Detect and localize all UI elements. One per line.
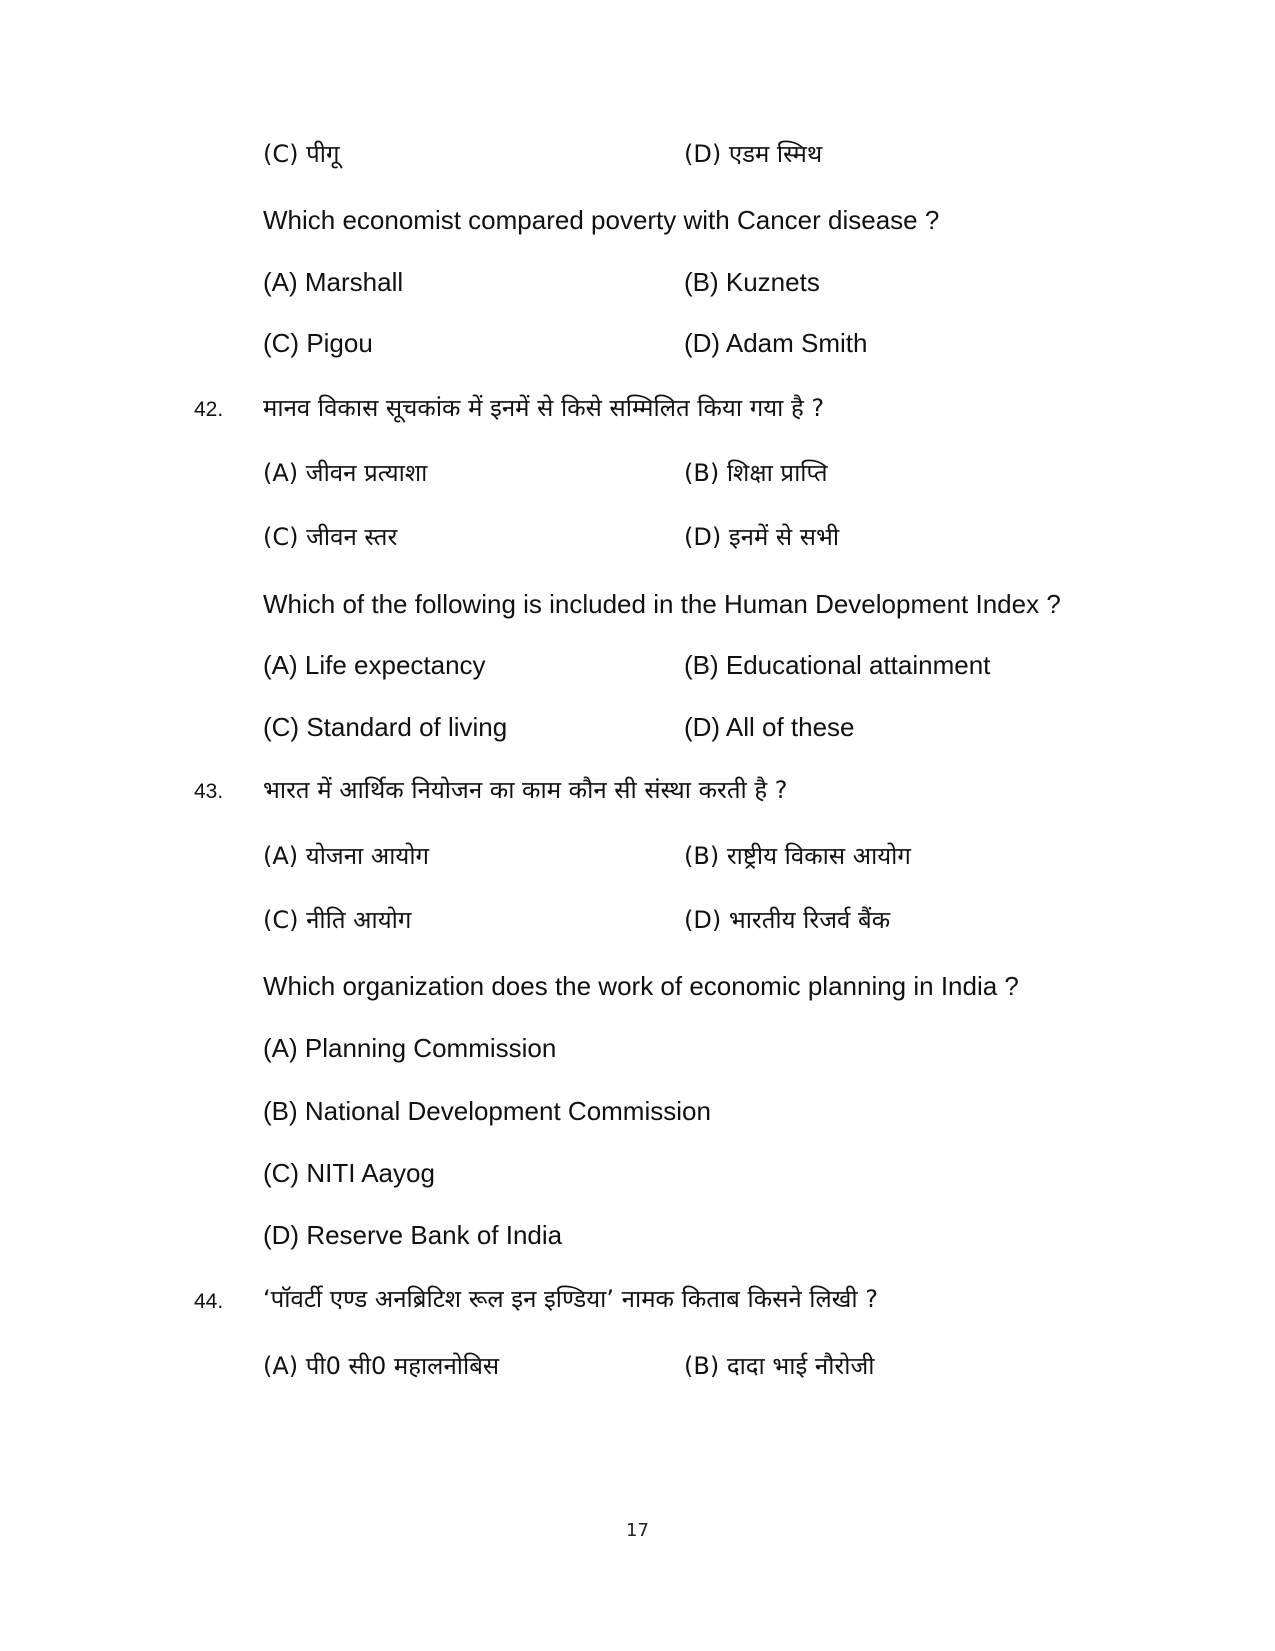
q43-hi-option-a: (A) योजना आयोग [263, 842, 430, 870]
q42-hi-option-b: (B) शिक्षा प्राप्ति [684, 459, 828, 487]
q41-en-question: Which economist compared poverty with Cancer disease ? [263, 205, 940, 235]
q43-en-option-d: (D) Reserve Bank of India [263, 1220, 563, 1250]
q43-hi-option-d: (D) भारतीय रिजर्व बैंक [684, 906, 891, 934]
q41-en-option-b: (B) Kuznets [684, 267, 820, 297]
q43-en-question: Which organization does the work of economic planning in India ? [263, 971, 1019, 1001]
q41-hi-option-d: (D) एडम स्मिथ [684, 140, 823, 168]
q41-en-option-d: (D) Adam Smith [684, 328, 868, 358]
q42-en-option-c: (C) Standard of living [263, 712, 508, 742]
q44-number: 44. [194, 1290, 224, 1313]
q42-hi-question: मानव विकास सूचकांक में इनमें से किसे सम्मिलित किया गया है ? [263, 394, 825, 422]
q43-hi-option-b: (B) राष्ट्रीय विकास आयोग [684, 842, 911, 870]
q42-hi-option-d: (D) इनमें से सभी [684, 523, 840, 551]
q43-number: 43. [194, 780, 224, 803]
q42-en-option-b: (B) Educational attainment [684, 650, 991, 680]
q44-hi-option-b: (B) दादा भाई नौरोजी [684, 1352, 875, 1380]
q43-en-option-b: (B) National Development Commission [263, 1096, 711, 1126]
q42-en-option-d: (D) All of these [684, 712, 855, 742]
q42-hi-option-c: (C) जीवन स्तर [263, 523, 398, 551]
q44-hi-question: ‘पॉवर्टी एण्ड अनब्रिटिश रूल इन इण्डिया’ नामक किताब किसने लिखी ? [263, 1285, 879, 1313]
q42-hi-option-a: (A) जीवन प्रत्याशा [263, 459, 428, 487]
q42-en-question: Which of the following is included in the Human Development Index ? [263, 589, 1061, 619]
q43-en-option-c: (C) NITI Aayog [263, 1158, 435, 1188]
q43-hi-question: भारत में आर्थिक नियोजन का काम कौन सी संस्था करती है ? [263, 776, 788, 804]
q41-en-option-c: (C) Pigou [263, 328, 373, 358]
q41-hi-option-c: (C) पीगू [263, 140, 340, 168]
q42-number: 42. [194, 398, 224, 421]
q43-hi-option-c: (C) नीति आयोग [263, 906, 412, 934]
q41-en-option-a: (A) Marshall [263, 267, 404, 297]
q44-hi-option-a: (A) पी0 सी0 महालनोबिस [263, 1352, 500, 1380]
q43-en-option-a: (A) Planning Commission [263, 1033, 557, 1063]
q42-en-option-a: (A) Life expectancy [263, 650, 486, 680]
page-number: 17 [626, 1520, 649, 1541]
